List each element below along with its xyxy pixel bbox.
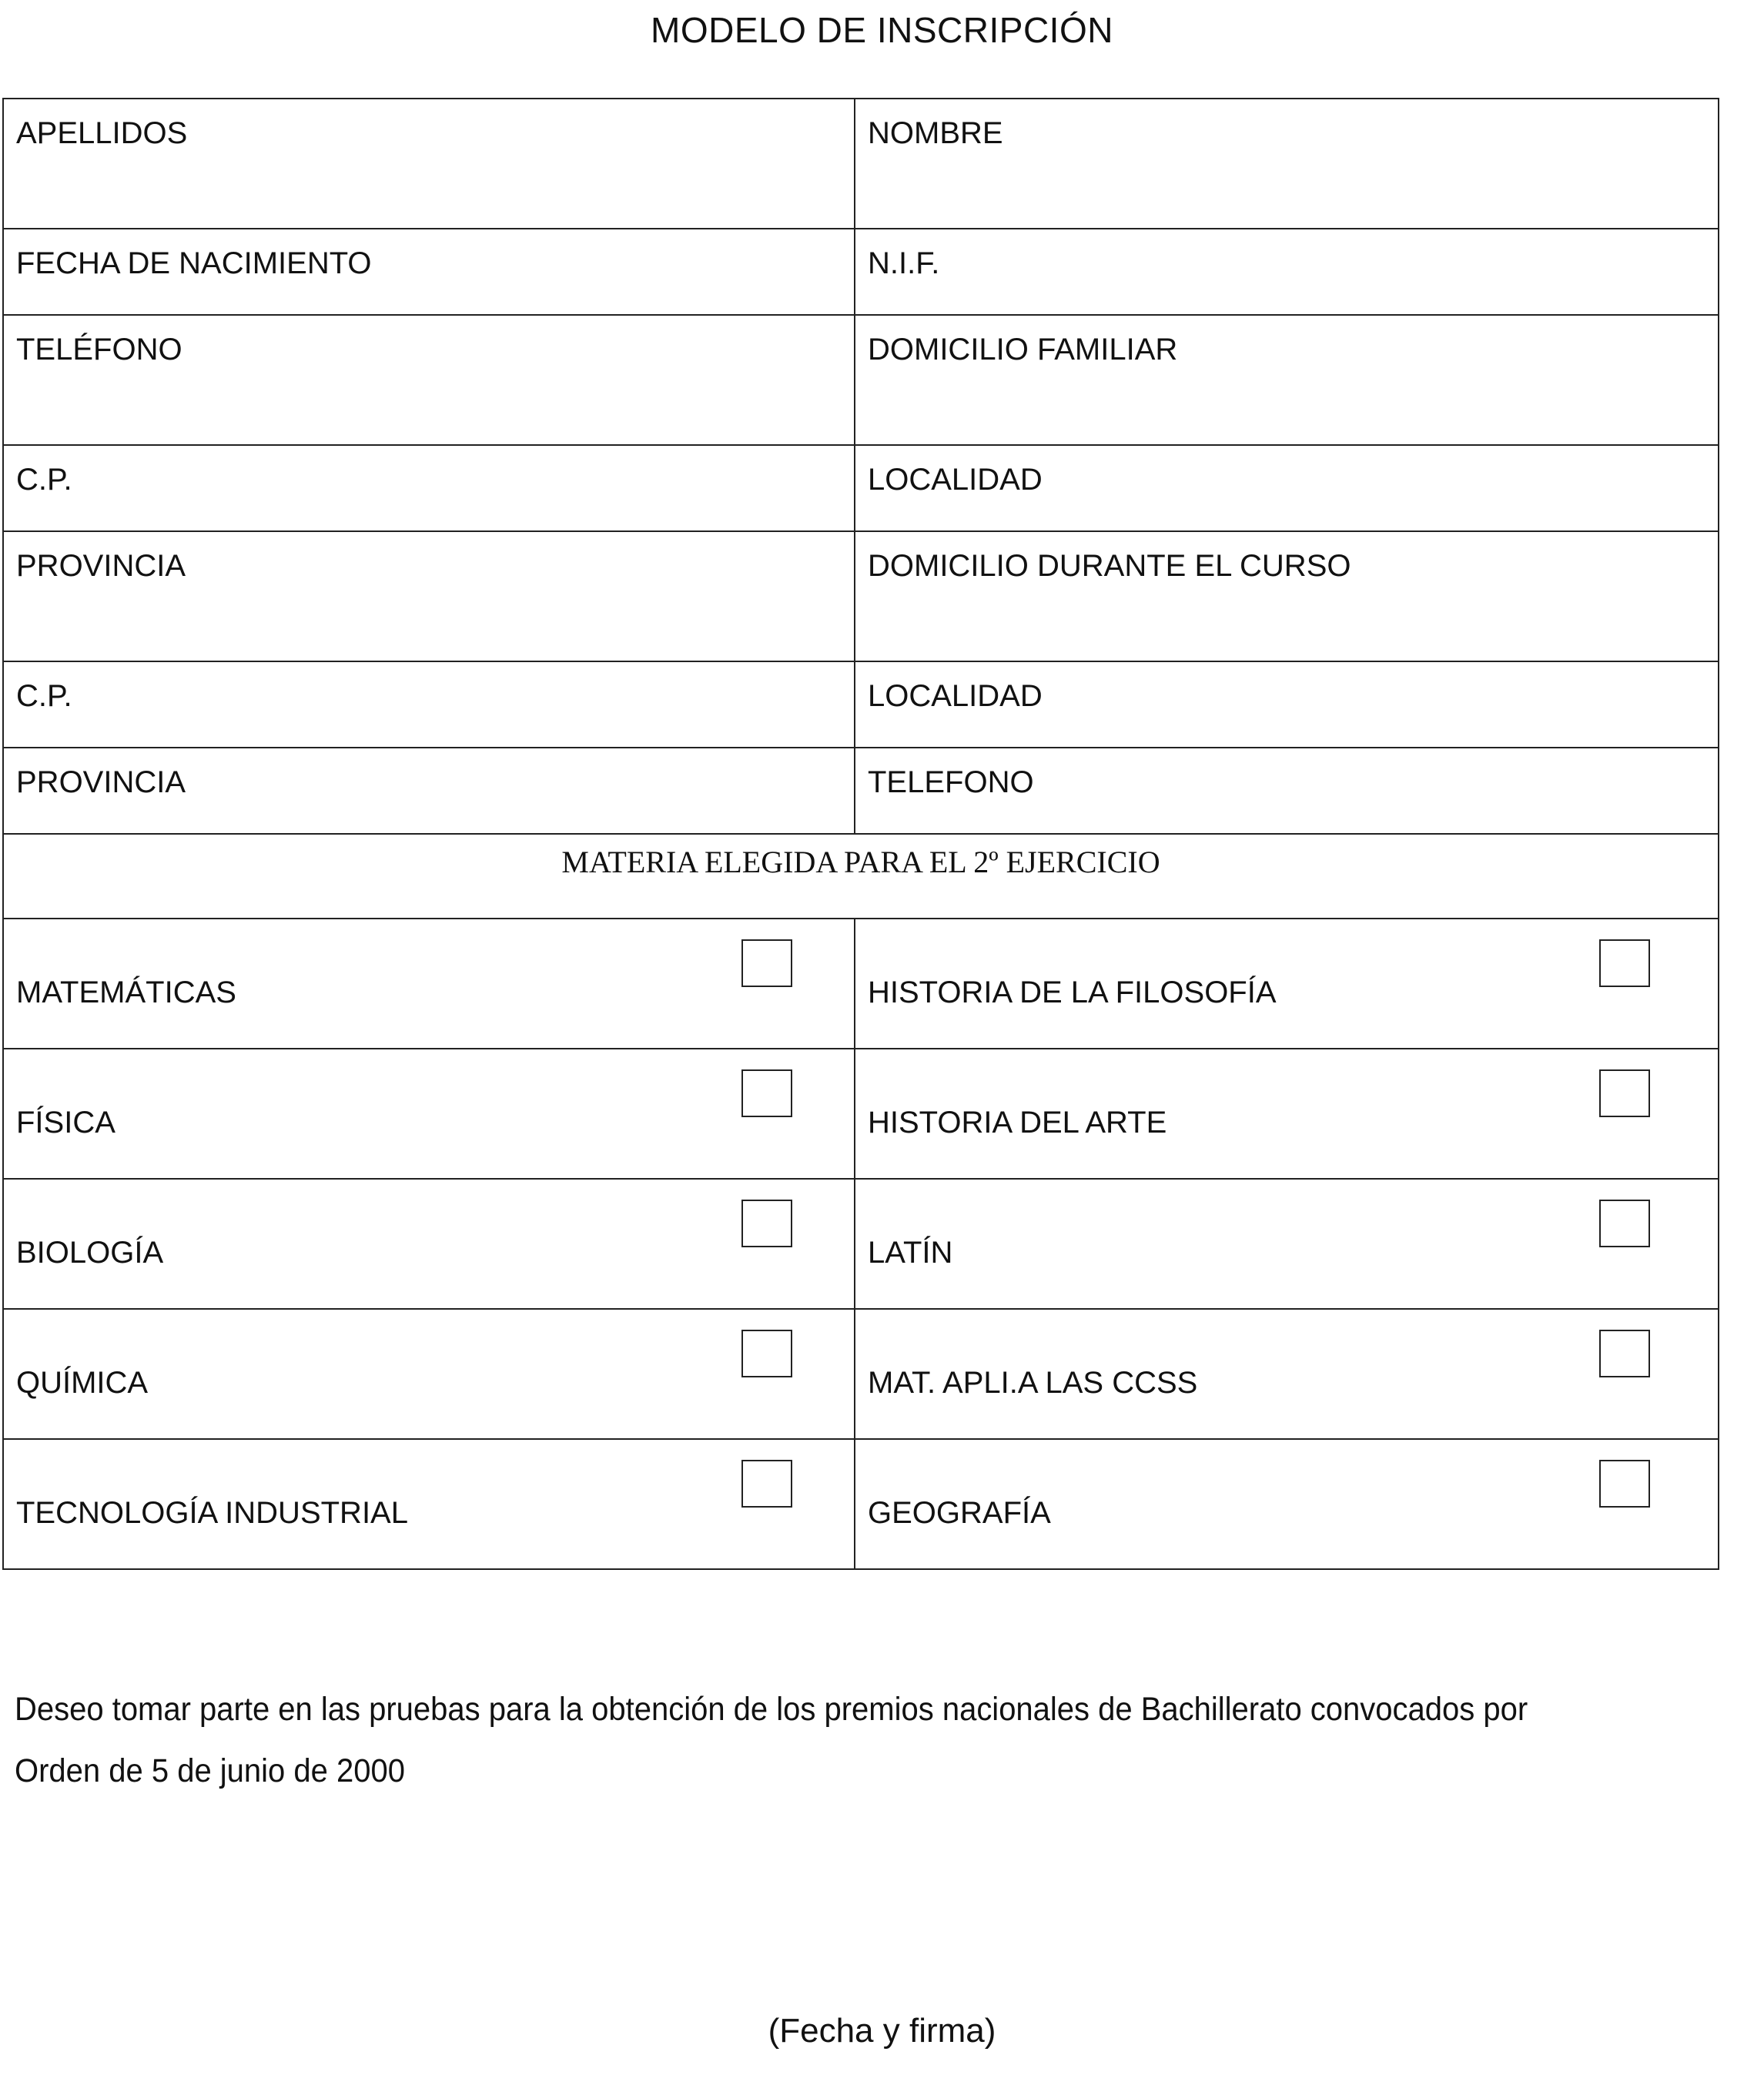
nombre-field[interactable]: NOMBRE bbox=[855, 99, 1719, 229]
cp-curso-field[interactable]: C.P. bbox=[3, 661, 855, 748]
declaration-text bbox=[15, 1678, 1748, 1802]
provincia-field[interactable]: PROVINCIA bbox=[3, 531, 855, 661]
form-row bbox=[3, 445, 1719, 531]
domicilio-curso-field[interactable]: DOMICILIO DURANTE EL CURSO bbox=[855, 531, 1719, 661]
telefono-field[interactable]: TELÉFONO bbox=[3, 315, 855, 445]
section-heading: MATERIA ELEGIDA PARA EL 2º EJERCICIO bbox=[3, 834, 1719, 919]
subject-checkbox[interactable] bbox=[741, 1460, 792, 1508]
form-row bbox=[3, 661, 1719, 748]
subject-option bbox=[855, 1049, 1719, 1179]
subject-row bbox=[3, 1309, 1719, 1439]
subject-option bbox=[855, 1309, 1719, 1439]
subject-label: LATÍN bbox=[868, 1235, 953, 1270]
subject-row bbox=[3, 1049, 1719, 1179]
subject-option bbox=[855, 1439, 1719, 1569]
subject-label: MAT. APLI.A LAS CCSS bbox=[868, 1365, 1198, 1400]
subject-row bbox=[3, 919, 1719, 1049]
subject-option bbox=[3, 1439, 855, 1569]
localidad-curso-field[interactable]: LOCALIDAD bbox=[855, 661, 1719, 748]
telefono-curso-field[interactable]: TELEFONO bbox=[855, 748, 1719, 834]
domicilio-familiar-field[interactable]: DOMICILIO FAMILIAR bbox=[855, 315, 1719, 445]
cp-field[interactable]: C.P. bbox=[3, 445, 855, 531]
subject-option bbox=[855, 1179, 1719, 1309]
apellidos-field[interactable]: APELLIDOS bbox=[3, 99, 855, 229]
provincia-curso-field[interactable]: PROVINCIA bbox=[3, 748, 855, 834]
subject-checkbox[interactable] bbox=[1599, 1460, 1650, 1508]
subject-option bbox=[3, 919, 855, 1049]
subject-option bbox=[855, 919, 1719, 1049]
subject-checkbox[interactable] bbox=[1599, 1330, 1650, 1377]
subject-label: MATEMÁTICAS bbox=[16, 975, 236, 1009]
declaration-line: Orden de 5 de junio de 2000 bbox=[15, 1752, 405, 1789]
subject-checkbox[interactable] bbox=[1599, 1200, 1650, 1247]
subject-checkbox[interactable] bbox=[741, 1069, 792, 1117]
section-row bbox=[3, 834, 1719, 919]
signature-label: (Fecha y firma) bbox=[768, 2012, 996, 2050]
localidad-field[interactable]: LOCALIDAD bbox=[855, 445, 1719, 531]
declaration-line: Deseo tomar parte en las pruebas para la obtención de los premios nacionales de Bachillerato convocados por bbox=[15, 1691, 1528, 1728]
nif-field[interactable]: N.I.F. bbox=[855, 229, 1719, 315]
subject-option bbox=[3, 1179, 855, 1309]
subject-label: QUÍMICA bbox=[16, 1365, 149, 1400]
form-row bbox=[3, 99, 1719, 229]
subject-checkbox[interactable] bbox=[1599, 1069, 1650, 1117]
subject-checkbox[interactable] bbox=[1599, 939, 1650, 987]
subject-option bbox=[3, 1049, 855, 1179]
subject-checkbox[interactable] bbox=[741, 1200, 792, 1247]
subject-checkbox[interactable] bbox=[741, 1330, 792, 1377]
registration-form-table bbox=[2, 98, 1719, 1570]
subject-label: BIOLOGÍA bbox=[16, 1235, 164, 1270]
fecha-nacimiento-field[interactable]: FECHA DE NACIMIENTO bbox=[3, 229, 855, 315]
form-row bbox=[3, 531, 1719, 661]
subject-row bbox=[3, 1439, 1719, 1569]
form-row bbox=[3, 748, 1719, 834]
subject-label: HISTORIA DE LA FILOSOFÍA bbox=[868, 975, 1277, 1009]
form-row bbox=[3, 229, 1719, 315]
subject-option bbox=[3, 1309, 855, 1439]
form-row bbox=[3, 315, 1719, 445]
subject-label: HISTORIA DEL ARTE bbox=[868, 1105, 1167, 1140]
subject-label: FÍSICA bbox=[16, 1105, 115, 1140]
form-title: MODELO DE INSCRIPCIÓN bbox=[651, 10, 1113, 50]
subject-label: TECNOLOGÍA INDUSTRIAL bbox=[16, 1495, 408, 1530]
subject-label: GEOGRAFÍA bbox=[868, 1495, 1051, 1530]
subject-checkbox[interactable] bbox=[741, 939, 792, 987]
subject-row bbox=[3, 1179, 1719, 1309]
